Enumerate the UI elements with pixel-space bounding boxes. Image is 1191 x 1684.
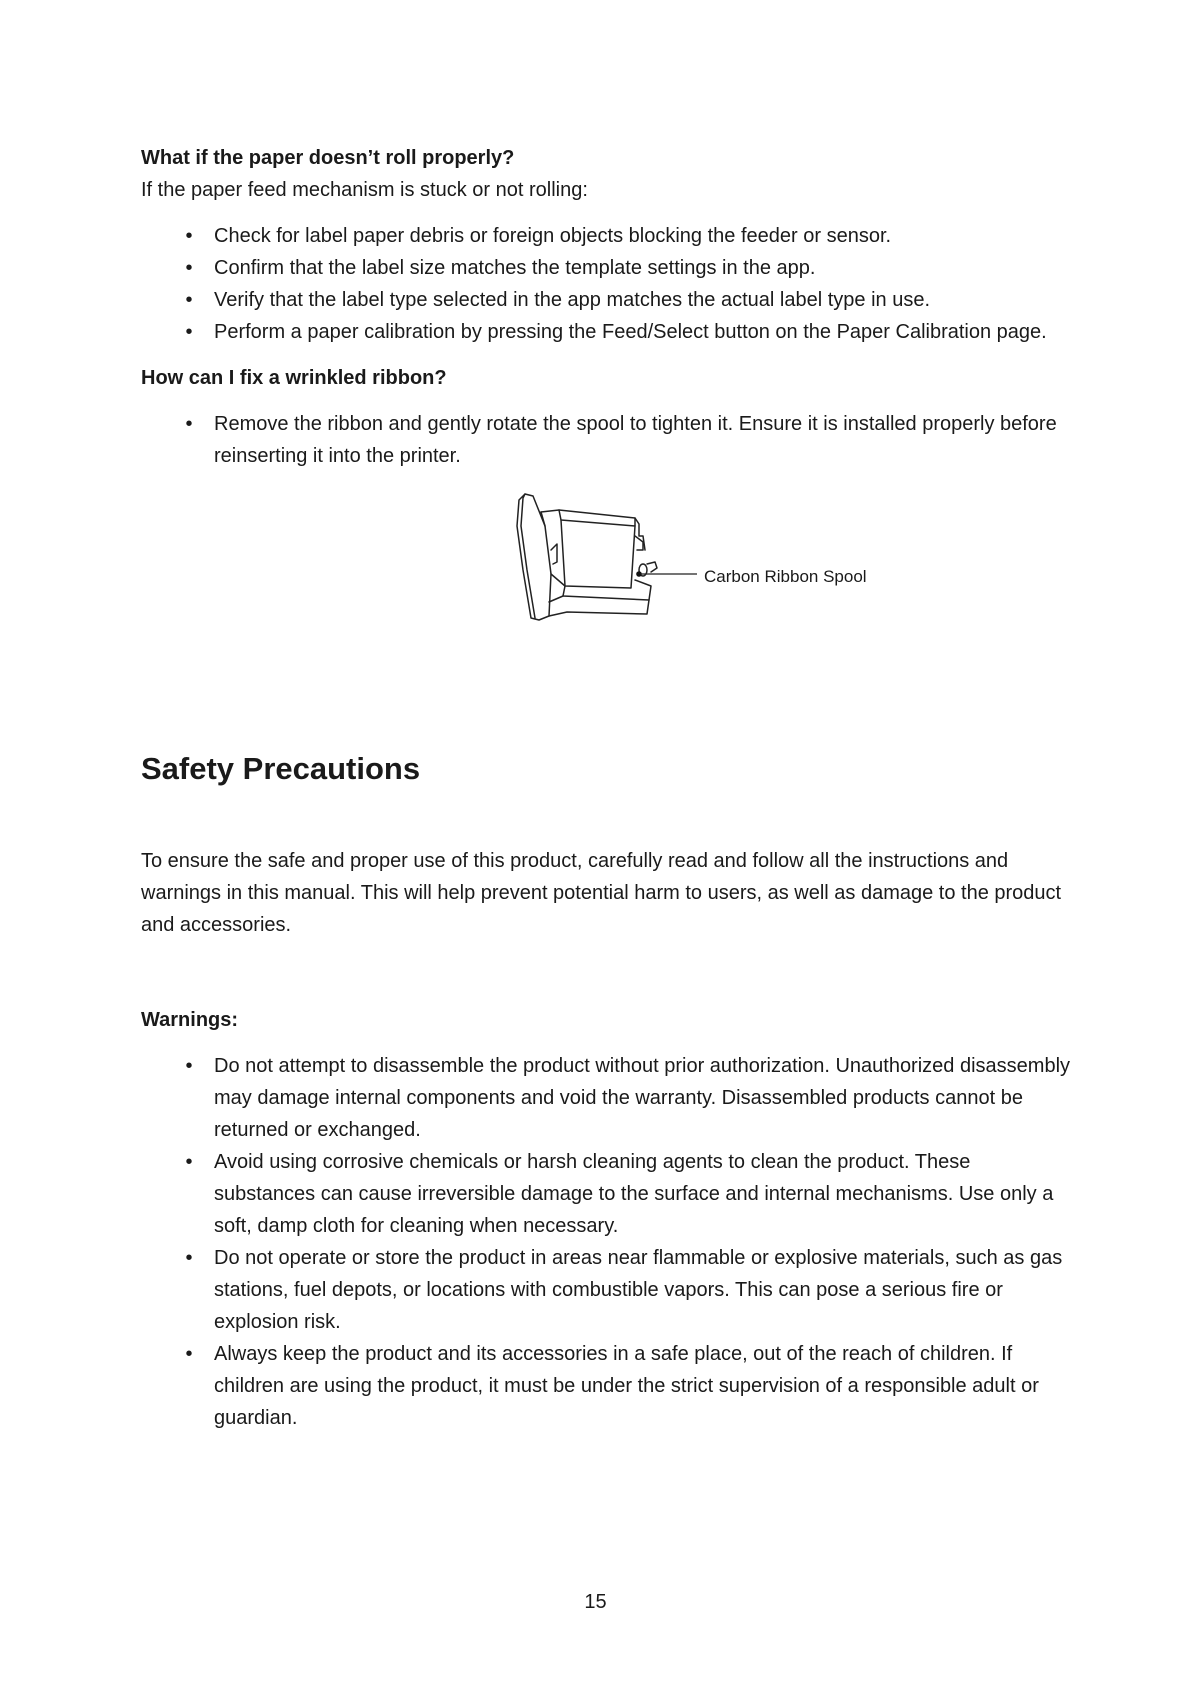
warnings-heading: Warnings: <box>141 1009 239 1031</box>
bullet-icon: • <box>185 413 193 435</box>
ribbon-spool-figure <box>141 490 1071 648</box>
warnings-list <box>141 1050 1071 1434</box>
safety-intro-paragraph: To ensure the safe and proper use of this product, carefully read and follow all the instructions and warnings in this manual. This will help prevent potential harm to users, as well as damage to the product and accessories. <box>141 850 1062 936</box>
bullet-icon: • <box>185 257 193 279</box>
list-item: • Confirm that the label size matches the template settings in the app. <box>141 252 1071 284</box>
faq-paper-roll-list <box>141 220 1071 348</box>
list-item: • Always keep the product and its accessories in a safe place, out of the reach of children. If children are using the product, it must be under the strict supervision of a responsible adult or guardian. <box>141 1338 1071 1434</box>
faq-question-paper-roll: What if the paper doesn’t roll properly? <box>141 147 515 169</box>
bullet-icon: • <box>185 1151 193 1173</box>
list-item: • Remove the ribbon and gently rotate the spool to tighten it. Ensure it is installed properly before reinserting it into the printer. <box>141 408 1071 472</box>
list-item: • Check for label paper debris or foreign objects blocking the feeder or sensor. <box>141 220 1071 252</box>
spool-pointer-dot <box>636 571 642 577</box>
bullet-icon: • <box>185 1247 193 1269</box>
bullet-icon: • <box>185 289 193 311</box>
bullet-icon: • <box>185 1055 193 1077</box>
bullet-icon: • <box>185 1343 193 1365</box>
safety-precautions-title: Safety Precautions <box>141 751 421 786</box>
faq-wrinkled-ribbon-list <box>141 408 1071 472</box>
carbon-ribbon-spool-label: Carbon Ribbon Spool <box>704 567 867 586</box>
page-number: 15 <box>584 1591 607 1613</box>
bullet-icon: • <box>185 225 193 247</box>
list-item: • Do not operate or store the product in areas near flammable or explosive materials, such as gas stations, fuel depots, or locations with combustible vapors. This can pose a serious fire or explosion risk. <box>141 1242 1071 1338</box>
list-item: • Avoid using corrosive chemicals or harsh cleaning agents to clean the product. These substances can cause irreversible damage to the surface and internal mechanisms. Use only a soft, damp cloth for cleaning when necessary. <box>141 1146 1071 1242</box>
faq-question-wrinkled-ribbon: How can I fix a wrinkled ribbon? <box>141 367 447 389</box>
list-item: • Do not attempt to disassemble the product without prior authorization. Unauthorized disassembly may damage internal components and void the warranty. Disassembled products cannot be returned or exchanged. <box>141 1050 1071 1146</box>
list-item: • Verify that the label type selected in the app matches the actual label type in use. <box>141 284 1071 316</box>
page-content <box>141 142 1071 1434</box>
list-item: • Perform a paper calibration by pressing the Feed/Select button on the Paper Calibration page. <box>141 316 1071 348</box>
ribbon-cartridge-illustration <box>511 490 711 630</box>
faq-paper-roll-intro: If the paper feed mechanism is stuck or not rolling: <box>141 179 588 201</box>
bullet-icon: • <box>185 321 193 343</box>
